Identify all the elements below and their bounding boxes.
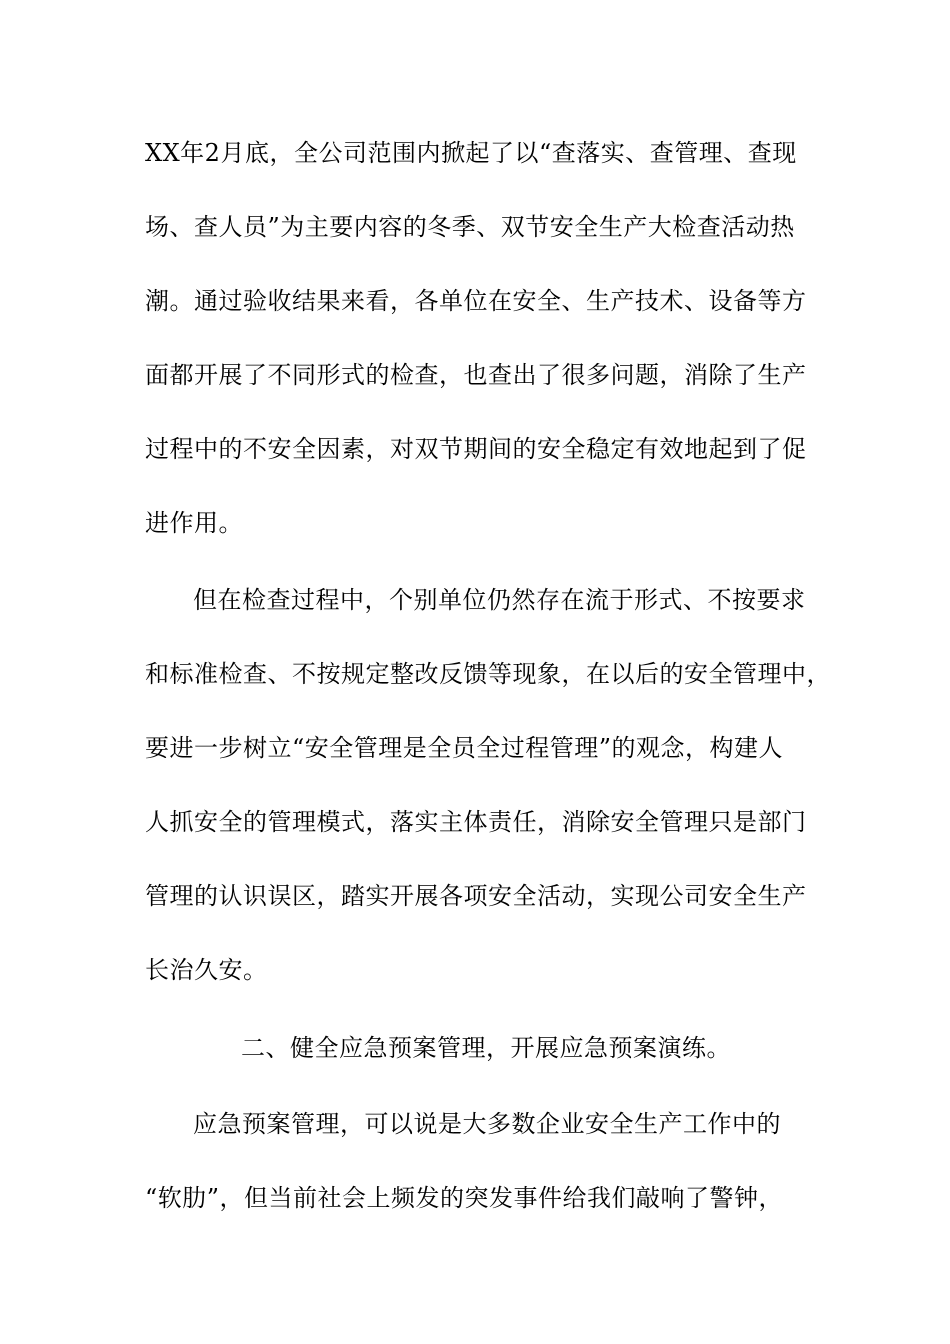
- paragraph-1-line-2: 场、查人员”为主要内容的冬季、双节安全生产大检查活动热: [145, 213, 795, 241]
- paragraph-2-line-2: 和标准检查、不按规定整改反馈等现象，在以后的安全管理中，: [145, 660, 831, 688]
- paragraph-1-line-6: 进作用。: [145, 509, 243, 537]
- paragraph-2-line-6: 长治久安。: [145, 956, 268, 984]
- paragraph-1-line-3: 潮。通过验收结果来看，各单位在安全、生产技术、设备等方: [145, 287, 807, 315]
- section-heading: 二、健全应急预案管理，开展应急预案演练。: [241, 1034, 731, 1062]
- paragraph-1-line-5: 过程中的不安全因素，对双节期间的安全稳定有效地起到了促: [145, 435, 807, 463]
- paragraph-2-line-4: 人抓安全的管理模式，落实主体责任，消除安全管理只是部门: [145, 808, 807, 836]
- paragraph-1-line-1: XX年2月底，全公司范围内掀起了以“查落实、查管理、查现: [145, 139, 797, 167]
- paragraph-3-line-2: “软肋”，但当前社会上频发的突发事件给我们敲响了警钟，: [145, 1184, 784, 1212]
- paragraph-2-line-3: 要进一步树立“安全管理是全员全过程管理”的观念，构建人: [145, 734, 784, 762]
- paragraph-2-line-5: 管理的认识误区，踏实开展各项安全活动，实现公司安全生产: [145, 882, 807, 910]
- paragraph-1-line-4: 面都开展了不同形式的检查，也查出了很多问题，消除了生产: [145, 361, 807, 389]
- paragraph-2-line-1: 但在检查过程中，个别单位仍然存在流于形式、不按要求: [193, 586, 806, 614]
- paragraph-3-line-1: 应急预案管理，可以说是大多数企业安全生产工作中的: [193, 1110, 781, 1138]
